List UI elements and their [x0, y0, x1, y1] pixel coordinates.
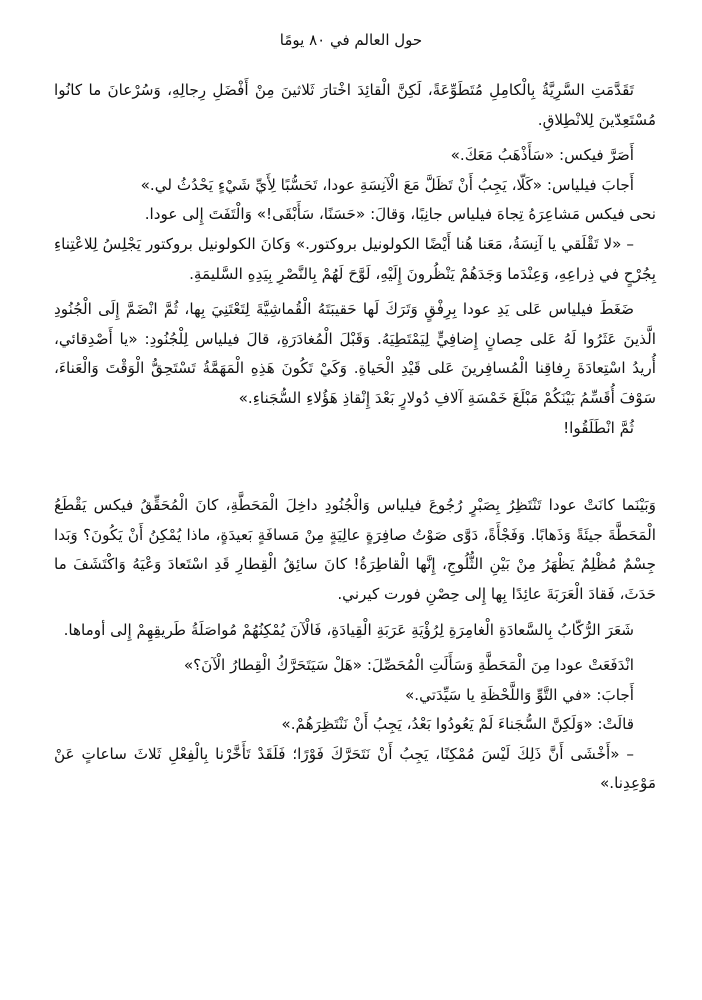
paragraph: – «لا تَقْلَقي يا آنِسَةُ، مَعَنا هُنا أَيْضًا الكولونيل بروكتور.» وَكانَ الكولونيل بروكتور يَجْلِسُ لِلاعْتِناءِ بِجُرْحٍ في ذِراعِهِ، وَعِنْدَما وَجَدَهُمْ يَنْظُرونَ إِلَيْهِ، لَوَّحَ لَهُمْ بِالنَّصْرِ بِيَدِهِ السَّليمَةِ.	[54, 234, 656, 283]
paragraph: قالَتْ: «وَلَكِنَّ السُّجَناءَ لَمْ يَعُودُوا بَعْدُ، يَجِبُ أَنْ نَنْتَظِرَهُمْ.»	[281, 715, 634, 734]
paragraph: نحى فيكس مَشاعِرَهُ تِجاهَ فيلياس جانِبًا، وَقالَ: «حَسَنًا، سَأَبْقَى!» وَالْتَفَتَ إِلى عودا.	[144, 205, 656, 224]
page-body	[54, 76, 656, 799]
paragraph: ضَغَطَ فيلياس عَلى يَدِ عودا بِرِفْقٍ وَتَرَكَ لَها حَقيبَتَهُ الْقُماشِيَّةَ لِتَعْتَنِيَ بِها، ثُمَّ انْضَمَّ إِلَى الْجُنُودِ الَّذينَ عَثَرُوا لَهُ عَلى حِصانٍ إِضافِيٍّ لِيَمْتَطِيَهُ. وَقَبْلَ الْمُغادَرَةِ، قالَ فيلياس لِلْجُنُودِ: «يا أَصْدِقائي، أُريدُ اسْتِعادَةَ رِفاقِنا الْمُسافِرينَ عَلى قَيْدِ الْحَياةِ. وَكَيْ تَكُونَ هَذِهِ الْمَهَمَّةُ تَسْتَحِقُّ الْوَقْتَ وَالْعَناءَ، سَوْفَ أُقَسِّمُ بَيْنَكُمْ مَبْلَغَ خَمْسَةِ آلافِ دُولارٍ بَعْدَ إِنْقاذِ هَؤُلاءِ السُّجَناءِ.»	[54, 300, 656, 407]
running-header-title: حول العالم في ٨٠ يومًا	[279, 31, 423, 49]
paragraph: – «أَخْشَى أَنَّ ذَلِكَ لَيْسَ مُمْكِنًا، يَجِبُ أَنْ نَتَحَرَّكَ فَوْرًا؛ فَلَقَدْ تَأَخَّرْنا بِالْفِعْلِ ثَلاثَ ساعاتٍ عَنْ مَوْعِدِنا.»	[54, 744, 656, 793]
scene-break	[54, 443, 656, 491]
paragraph: تَقَدَّمَتِ السَّرِيَّةُ بِالْكامِلِ مُتَطَوِّعَةً، لَكِنَّ الْقائِدَ اخْتارَ ثَلاثينَ مِنْ أَفْضَلِ رِجالِهِ، وَسُرْعانَ ما كانُوا مُسْتَعِدّينَ لِلانْطِلاقِ.	[54, 81, 656, 129]
paragraph: أَجابَ فيلياس: «كَلّا، يَجِبُ أَنْ تَظَلَّ مَعَ الْآنِسَةِ عودا، تَحَسُّبًا لِأَيِّ شَيْءٍ يَحْدُثُ لي.»	[140, 175, 634, 194]
paragraph: انْدَفَعَتْ عودا مِنَ الْمَحَطَّةِ وَسَأَلَتِ الْمُحَصِّلَ: «هَلْ سَيَتَحَرَّكُ الْقِطارُ الْآنَ؟»	[183, 656, 634, 675]
paragraph: وَبَيْنَما كانَتْ عودا تَنْتَظِرُ بِصَبْرٍ رُجُوعَ فيلياس وَالْجُنُودِ داخِلَ الْمَحَطَّةِ، كانَ الْمُحَقِّقُ فيكس يَقْطَعُ الْمَحَطَّةَ جيئَةً وَذَهابًا. وَفَجْأَةً، دَوَّى صَوْتُ صافِرَةٍ عالِيَةٍ مِنْ مَسافَةٍ بَعيدَةٍ، ماذا يُمْكِنُ أَنْ يَكُونَ؟ وَبَدا جِسْمٌ مُظْلِمٌ يَظْهَرُ مِنْ بَيْنِ الثُّلُوجِ، إِنَّها الْقاطِرَةُ! كانَ سائِقُ الْقِطارِ قَدِ اسْتَعادَ وَعْيَهُ وَاكْتَشَفَ ما حَدَثَ، فَقادَ الْعَرَبَةَ عائِدًا بِها إِلى حِصْنِ فورت كيرني.	[54, 496, 656, 603]
paragraph: ثُمَّ انْطَلَقُوا!	[563, 418, 634, 437]
paragraph: شَعَرَ الرُّكّابُ بِالسَّعادَةِ الْغامِرَةِ لِرُؤْيَةِ عَرَبَةِ الْقِيادَةِ، فَالْآنَ يُمْكِنُهُمْ مُواصَلَةُ طَريقِهِمْ إِلى أوماها.	[63, 620, 634, 639]
paragraph: أَجابَ: «في التَّوِّ وَاللَّحْظَةِ يا سَيِّدَتي.»	[404, 685, 634, 704]
paragraph: أَصَرَّ فيكس: «سَأَذْهَبُ مَعَكَ.»	[450, 146, 634, 165]
